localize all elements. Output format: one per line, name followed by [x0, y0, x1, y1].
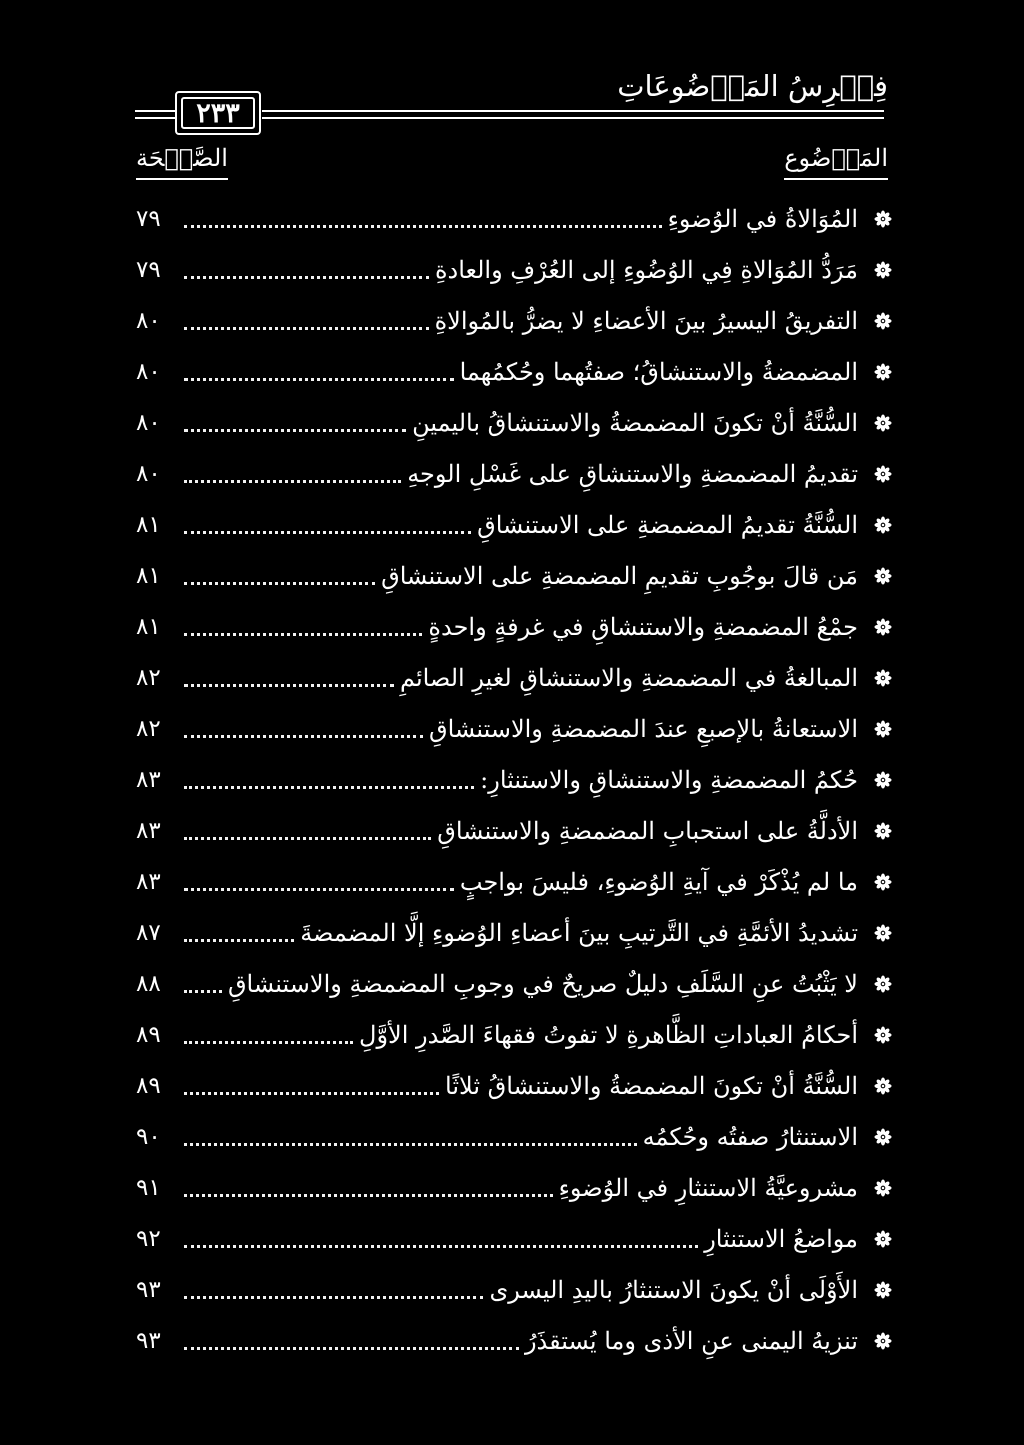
toc-entry	[136, 656, 894, 700]
toc-entry-title: حُكمُ المضمضةِ والاستنشاقِ والاستنثارِ:	[480, 766, 858, 794]
toc-entry	[136, 1217, 894, 1261]
toc-entry-title: تشديدُ الأئمَّةِ في التَّرتيبِ بينَ أعضاءِ الوُضوءِ إلَّا المضمضةَ	[300, 919, 858, 947]
flower-bullet-icon	[872, 310, 894, 332]
toc-entry-title: مشروعيَّةُ الاستنثارِ في الوُضوءِ	[558, 1174, 858, 1202]
dot-leader	[184, 682, 394, 687]
dot-leader	[184, 1243, 698, 1248]
page-title: فِهۡرِسُ المَوۡضُوعَاتِ	[617, 69, 888, 103]
toc-entry	[136, 197, 894, 241]
toc-entry-title: جمْعُ المضمضةِ والاستنشاقِ في غرفةٍ واحدةٍ	[428, 613, 858, 641]
toc-entry	[136, 401, 894, 445]
toc-entry-page: ٨٩	[136, 1022, 161, 1048]
flower-bullet-icon	[872, 769, 894, 791]
dot-leader	[184, 835, 431, 840]
flower-bullet-icon	[872, 922, 894, 944]
dot-leader	[184, 1039, 353, 1044]
toc-entry	[136, 809, 894, 853]
dot-leader	[184, 631, 422, 636]
toc-entry	[136, 1166, 894, 1210]
header-rule	[262, 110, 884, 119]
flower-bullet-icon	[872, 1330, 894, 1352]
topic-column-label: المَوۡضُوع	[784, 140, 888, 180]
toc-entry	[136, 1268, 894, 1312]
toc-entry-title: لا يَثْبُتُ عنِ السَّلَفِ دليلٌ صريحٌ في وجوبِ المضمضةِ والاستنشاقِ	[227, 970, 858, 998]
flower-bullet-icon	[872, 1279, 894, 1301]
page-number-box	[175, 91, 261, 135]
flower-bullet-icon	[872, 1024, 894, 1046]
flower-bullet-icon	[872, 412, 894, 434]
toc-entry-title: الأَوْلَى أنْ يكونَ الاستنثارُ باليدِ اليسرى	[489, 1276, 858, 1304]
dot-leader	[184, 1345, 519, 1350]
toc-entry	[136, 758, 894, 802]
toc-entry-title: تقديمُ المضمضةِ والاستنشاقِ على غَسْلِ الوجهِ	[407, 460, 858, 488]
flower-bullet-icon	[872, 973, 894, 995]
toc-entry-page: ٩٠	[136, 1124, 161, 1150]
header-rule-short	[135, 110, 175, 119]
toc-entry-page: ٨١	[136, 563, 161, 589]
toc-entry-page: ٨٢	[136, 665, 161, 691]
toc-entry-page: ٨٧	[136, 920, 161, 946]
toc-entry-page: ٨٠	[136, 308, 161, 334]
dot-leader	[184, 1192, 553, 1197]
dot-leader	[184, 223, 662, 228]
flower-bullet-icon	[872, 1228, 894, 1250]
flower-bullet-icon	[872, 1126, 894, 1148]
flower-bullet-icon	[872, 361, 894, 383]
toc-entry	[136, 554, 894, 598]
toc-entry-page: ٨٠	[136, 359, 161, 385]
flower-bullet-icon	[872, 1177, 894, 1199]
flower-bullet-icon	[872, 667, 894, 689]
dot-leader	[184, 580, 375, 585]
toc-entry-title: المبالغةُ في المضمضةِ والاستنشاقِ لغيرِ الصائمِ	[399, 664, 858, 692]
toc-entry-page: ٨٣	[136, 869, 161, 895]
toc-entry-page: ٩٣	[136, 1328, 161, 1354]
flower-bullet-icon	[872, 718, 894, 740]
toc-entry	[136, 452, 894, 496]
dot-leader	[184, 325, 429, 330]
toc-entry-page: ٨٩	[136, 1073, 161, 1099]
dot-leader	[184, 988, 222, 993]
toc-entry-title: مَرَدُّ المُوَالاةِ فِي الوُضُوءِ إلى العُرْفِ والعادةِ	[434, 256, 858, 284]
toc-entry	[136, 605, 894, 649]
toc-entry-title: السُّنَّةُ تقديمُ المضمضةِ على الاستنشاقِ	[477, 511, 858, 539]
toc-entry	[136, 299, 894, 343]
page-column-label: الصَّفۡحَة	[136, 140, 228, 180]
toc-entry-page: ٨١	[136, 512, 161, 538]
toc-entry-title: السُّنَّةُ أنْ تكونَ المضمضةُ والاستنشاقُ باليمينِ	[412, 409, 858, 437]
dot-leader	[184, 427, 406, 432]
toc-entry-page: ٨١	[136, 614, 161, 640]
toc-entry	[136, 860, 894, 904]
toc-entry-page: ٩٢	[136, 1226, 161, 1252]
toc-entry-page: ٧٩	[136, 206, 161, 232]
dot-leader	[184, 1090, 439, 1095]
toc-entry-page: ٩١	[136, 1175, 161, 1201]
flower-bullet-icon	[872, 820, 894, 842]
flower-bullet-icon	[872, 616, 894, 638]
toc-entry-page: ٨٠	[136, 461, 161, 487]
flower-bullet-icon	[872, 565, 894, 587]
toc-entry-title: مَن قالَ بوجُوبِ تقديمِ المضمضةِ على الاستنشاقِ	[381, 562, 858, 590]
toc-entry-title: مواضعُ الاستنثارِ	[704, 1225, 858, 1253]
toc-entry-title: الأدلَّةُ على استحبابِ المضمضةِ والاستنشاقِ	[437, 817, 858, 845]
toc-entry	[136, 962, 894, 1006]
toc-entry	[136, 1115, 894, 1159]
toc-entry-title: السُّنَّةُ أنْ تكونَ المضمضةُ والاستنشاقُ ثلاثًا	[445, 1072, 858, 1100]
toc-entry-page: ٨٠	[136, 410, 161, 436]
toc-entry-page: ٨٣	[136, 818, 161, 844]
dot-leader	[184, 529, 471, 534]
toc-entry-page: ٧٩	[136, 257, 161, 283]
dot-leader	[184, 937, 294, 942]
toc-entry-title: الاستنثارُ صفتُه وحُكمُه	[642, 1123, 858, 1151]
toc-entry-title: المضمضةُ والاستنشاقُ؛ صفتُهما وحُكمُهما	[459, 358, 858, 386]
page-number: ٢٣٣	[181, 97, 255, 129]
dot-leader	[184, 274, 429, 279]
toc-entry-title: التفريقُ اليسيرُ بينَ الأعضاءِ لا يضرُّ بالمُوالاةِ	[434, 307, 858, 335]
toc-entry	[136, 1064, 894, 1108]
dot-leader	[184, 478, 401, 483]
toc-entry-title: الاستعانةُ بالإصبعِ عندَ المضمضةِ والاستنشاقِ	[429, 715, 858, 743]
dot-leader	[184, 1294, 483, 1299]
toc-entry	[136, 1013, 894, 1057]
dot-leader	[184, 784, 474, 789]
toc-entry-page: ٨٣	[136, 767, 161, 793]
toc-entry-title: أحكامُ العباداتِ الظَّاهرةِ لا تفوتُ فقهاءَ الصَّدرِ الأوَّلِ	[359, 1021, 858, 1049]
toc-entry	[136, 350, 894, 394]
flower-bullet-icon	[872, 871, 894, 893]
toc-entry	[136, 911, 894, 955]
toc-entry-title: المُوَالاةُ في الوُضوءِ	[667, 205, 858, 233]
flower-bullet-icon	[872, 514, 894, 536]
toc-entry-page: ٨٢	[136, 716, 161, 742]
flower-bullet-icon	[872, 1075, 894, 1097]
dot-leader	[184, 376, 454, 381]
toc-entry	[136, 1319, 894, 1363]
toc-entry-page: ٩٣	[136, 1277, 161, 1303]
toc-entry	[136, 503, 894, 547]
toc-entry-title: ما لم يُذْكَرْ في آيةِ الوُضوءِ، فليسَ بواجبٍ	[459, 868, 858, 896]
dot-leader	[184, 1141, 637, 1146]
flower-bullet-icon	[872, 208, 894, 230]
toc-entry	[136, 248, 894, 292]
toc-entry	[136, 707, 894, 751]
toc-entry-page: ٨٨	[136, 971, 161, 997]
dot-leader	[184, 886, 454, 891]
flower-bullet-icon	[872, 259, 894, 281]
toc-entry-title: تنزيهُ اليمنى عنِ الأذى وما يُستقذَرُ	[524, 1327, 858, 1355]
dot-leader	[184, 733, 423, 738]
flower-bullet-icon	[872, 463, 894, 485]
